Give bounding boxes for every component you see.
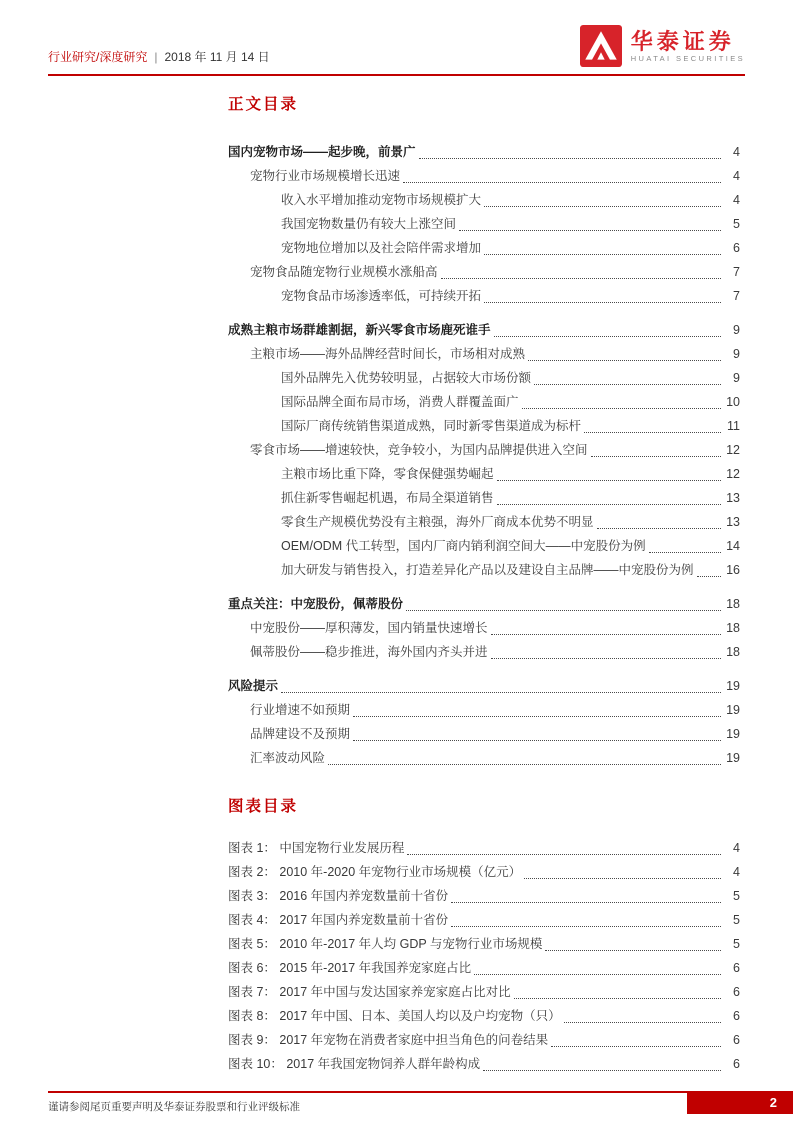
toc-entry[interactable] [228, 640, 740, 664]
toc-leader-dots [597, 528, 721, 529]
toc-entry-text: 汇率波动风险 [250, 751, 326, 765]
toc-entry[interactable] [228, 342, 740, 366]
toc-leader-dots [649, 552, 721, 553]
toc-entry-text: 宠物食品随宠物行业规模水涨船高 [250, 265, 438, 279]
toc-leader-dots [545, 950, 721, 951]
toc-entry-text: 抓住新零售崛起机遇，布局全渠道销售 [281, 491, 494, 505]
toc-entry-page: 6 [733, 985, 740, 999]
toc-leader-dots [697, 576, 721, 577]
toc-entry-page: 9 [733, 371, 740, 385]
brand-name-cn: 华泰证券 [630, 28, 735, 54]
toc-entry-text: 风险提示 [228, 679, 279, 693]
toc-entry[interactable] [228, 698, 740, 722]
toc-leader-dots [484, 206, 721, 207]
toc-entry-page: 19 [726, 679, 740, 693]
report-date: 2018 年 11 月 14 日 [164, 50, 270, 64]
toc-leader-dots [564, 1022, 721, 1023]
huatai-logo [580, 25, 745, 69]
toc-entry[interactable] [228, 860, 740, 884]
figures-toc-section [228, 794, 740, 1076]
toc-entry[interactable] [228, 908, 740, 932]
toc-leader-dots [551, 1046, 721, 1047]
toc-leader-dots [484, 254, 721, 255]
main-toc-section [228, 92, 740, 770]
toc-entry-text: OEM/ODM 代工转型，国内厂商内销利润空间大——中宠股份为例 [281, 539, 646, 553]
toc-entry-text: 国内宠物市场——起步晚，前景广 [228, 145, 416, 159]
toc-entry-page: 7 [733, 265, 740, 279]
toc-entry-text: 零食生产规模优势没有主粮强，海外厂商成本优势不明显 [281, 515, 594, 529]
toc-leader-dots [406, 610, 721, 611]
toc-entry-page: 5 [733, 889, 740, 903]
toc-entry-page: 18 [726, 597, 740, 611]
toc-leader-dots [497, 504, 721, 505]
huatai-logo-icon [580, 25, 622, 67]
toc-leader-dots [281, 692, 721, 693]
toc-entry-page: 6 [733, 961, 740, 975]
footer-rule [48, 1091, 687, 1093]
toc-entry-text: 图表 4： 2017 年国内养宠数量前十省份 [228, 913, 449, 927]
toc-entry[interactable] [228, 510, 740, 534]
toc-entry-page: 18 [726, 621, 740, 635]
toc-entry-text: 加大研发与销售投入，打造差异化产品以及建设自主品牌——中宠股份为例 [281, 563, 694, 577]
toc-entry-text: 我国宠物数量仍有较大上涨空间 [281, 217, 457, 231]
toc-leader-dots [483, 1070, 721, 1071]
toc-entry-page: 14 [726, 539, 740, 553]
toc-entry-text: 图表 6： 2015 年-2017 年我国养宠家庭占比 [228, 961, 472, 975]
toc-entry-text: 主粮市场——海外品牌经营时间长，市场相对成熟 [250, 347, 526, 361]
toc-leader-dots [419, 158, 721, 159]
toc-entry-page: 19 [726, 727, 740, 741]
toc-entry-page: 5 [733, 913, 740, 927]
toc-entry-text: 图表 5： 2010 年-2017 年人均 GDP 与宠物行业市场规模 [228, 937, 543, 951]
report-header [48, 0, 745, 76]
toc-entry-text: 图表 3： 2016 年国内养宠数量前十省份 [228, 889, 449, 903]
toc-entry-page: 6 [733, 1009, 740, 1023]
toc-entry[interactable] [228, 674, 740, 698]
toc-entry[interactable] [228, 1004, 740, 1028]
toc-entry-page: 13 [726, 491, 740, 505]
toc-entry-text: 宠物行业市场规模增长迅速 [250, 169, 401, 183]
main-toc-title: 正文目录 [228, 96, 299, 113]
toc-entry[interactable] [228, 414, 740, 438]
toc-entry-text: 图表 8： 2017 年中国、日本、美国人均以及户均宠物（只） [228, 1009, 561, 1023]
toc-entry-page: 6 [733, 241, 740, 255]
toc-entry[interactable] [228, 980, 740, 1004]
toc-leader-dots [403, 182, 721, 183]
toc-leader-dots [474, 974, 721, 975]
toc-entry-page: 5 [733, 937, 740, 951]
toc-entry[interactable] [228, 462, 740, 486]
toc-leader-dots [584, 432, 721, 433]
toc-entry[interactable] [228, 746, 740, 770]
toc-entry[interactable] [228, 592, 740, 616]
toc-leader-dots [514, 998, 721, 999]
toc-entry-page: 5 [733, 217, 740, 231]
toc-entry-text: 主粮市场比重下降，零食保健强势崛起 [281, 467, 494, 481]
toc-entry-text: 品牌建设不及预期 [250, 727, 351, 741]
toc-entry[interactable] [228, 140, 740, 164]
toc-entry[interactable] [228, 836, 740, 860]
toc-entry-page: 11 [727, 419, 740, 433]
toc-leader-dots [494, 336, 721, 337]
toc-entry-text: 国外品牌先入优势较明显，占据较大市场份额 [281, 371, 532, 385]
figures-toc-title: 图表目录 [228, 798, 299, 815]
toc-entry-text: 国际厂商传统销售渠道成熟，同时新零售渠道成为标杆 [281, 419, 582, 433]
toc-leader-dots [441, 278, 721, 279]
toc-entry-page: 9 [733, 347, 740, 361]
toc-entry-page: 6 [733, 1033, 740, 1047]
toc-entry-text: 宠物食品市场渗透率低，可持续开拓 [281, 289, 482, 303]
toc-entry-page: 4 [733, 865, 740, 879]
toc-entry-page: 4 [733, 193, 740, 207]
toc-entry[interactable] [228, 534, 740, 558]
toc-content [228, 92, 740, 1076]
toc-leader-dots [451, 902, 721, 903]
toc-entry[interactable] [228, 212, 740, 236]
toc-entry-text: 图表 9： 2017 年宠物在消费者家庭中担当角色的问卷结果 [228, 1033, 549, 1047]
toc-entry-text: 佩蒂股份——稳步推进，海外国内齐头并进 [250, 645, 488, 659]
brand-name-en: HUATAI SECURITIES [630, 54, 745, 64]
toc-entry[interactable] [228, 884, 740, 908]
toc-entry-text: 行业增速不如预期 [250, 703, 351, 717]
toc-entry[interactable] [228, 188, 740, 212]
toc-leader-dots [459, 230, 721, 231]
toc-entry-page: 12 [726, 467, 740, 481]
toc-leader-dots [524, 878, 721, 879]
meta-separator: | [154, 50, 158, 64]
toc-entry[interactable] [228, 318, 740, 342]
toc-entry[interactable] [228, 486, 740, 510]
toc-entry[interactable] [228, 956, 740, 980]
toc-entry[interactable] [228, 1052, 740, 1076]
toc-leader-dots [591, 456, 721, 457]
toc-entry-page: 13 [726, 515, 740, 529]
footer-disclaimer: 谨请参阅尾页重要声明及华泰证券股票和行业评级标准 [48, 1101, 300, 1113]
toc-leader-dots [528, 360, 721, 361]
toc-leader-dots [534, 384, 721, 385]
toc-entry[interactable] [228, 236, 740, 260]
toc-entry-page: 12 [726, 443, 740, 457]
page-number-box [687, 1091, 793, 1114]
toc-entry-page: 19 [726, 703, 740, 717]
brand-text [631, 29, 745, 63]
toc-entry[interactable] [228, 390, 740, 414]
toc-entry-page: 4 [733, 841, 740, 855]
toc-entry-page: 6 [733, 1057, 740, 1071]
toc-entry-text: 中宠股份——厚积薄发，国内销量快速增长 [250, 621, 488, 635]
toc-entry-page: 18 [726, 645, 740, 659]
toc-entry[interactable] [228, 558, 740, 582]
toc-entry-text: 宠物地位增加以及社会陪伴需求增加 [281, 241, 482, 255]
toc-entry-text: 成熟主粮市场群雄割据，新兴零食市场鹿死谁手 [228, 323, 491, 337]
toc-leader-dots [522, 408, 721, 409]
toc-entry-text: 零食市场——增速较快，竞争较小，为国内品牌提供进入空间 [250, 443, 588, 457]
toc-entry[interactable] [228, 366, 740, 390]
toc-entry-text: 图表 2： 2010 年-2020 年宠物行业市场规模（亿元） [228, 865, 522, 879]
toc-leader-dots [491, 658, 721, 659]
toc-entry-page: 19 [726, 751, 740, 765]
toc-entry[interactable] [228, 932, 740, 956]
toc-entry[interactable] [228, 1028, 740, 1052]
toc-entry[interactable] [228, 284, 740, 308]
toc-entry-page: 10 [726, 395, 740, 409]
page-number: 2 [769, 1095, 777, 1110]
toc-entry-text: 图表 10： 2017 年我国宠物饲养人群年龄构成 [228, 1057, 481, 1071]
toc-leader-dots [491, 634, 721, 635]
main-toc-list [228, 140, 740, 770]
toc-entry-text: 重点关注：中宠股份，佩蒂股份 [228, 597, 404, 611]
toc-entry-text: 图表 7： 2017 年中国与发达国家养宠家庭占比对比 [228, 985, 511, 999]
toc-entry[interactable] [228, 438, 740, 462]
figures-toc-list [228, 836, 740, 1076]
toc-entry-page: 9 [733, 323, 740, 337]
toc-leader-dots [353, 716, 721, 717]
toc-entry[interactable] [228, 164, 740, 188]
toc-entry-page: 16 [726, 563, 740, 577]
report-category: 行业研究/深度研究 [48, 50, 148, 64]
toc-leader-dots [484, 302, 721, 303]
toc-entry-page: 4 [733, 145, 740, 159]
toc-entry-text: 国际品牌全面布局市场，消费人群覆盖面广 [281, 395, 519, 409]
toc-entry-page: 4 [733, 169, 740, 183]
toc-entry-text: 收入水平增加推动宠物市场规模扩大 [281, 193, 482, 207]
toc-leader-dots [353, 740, 721, 741]
toc-leader-dots [328, 764, 721, 765]
toc-entry-text: 图表 1： 中国宠物行业发展历程 [228, 841, 405, 855]
toc-entry[interactable] [228, 722, 740, 746]
toc-leader-dots [497, 480, 721, 481]
toc-entry-page: 7 [733, 289, 740, 303]
report-meta [48, 48, 270, 69]
report-footer [0, 1091, 793, 1115]
toc-entry[interactable] [228, 260, 740, 284]
toc-entry[interactable] [228, 616, 740, 640]
toc-leader-dots [451, 926, 721, 927]
toc-leader-dots [407, 854, 721, 855]
